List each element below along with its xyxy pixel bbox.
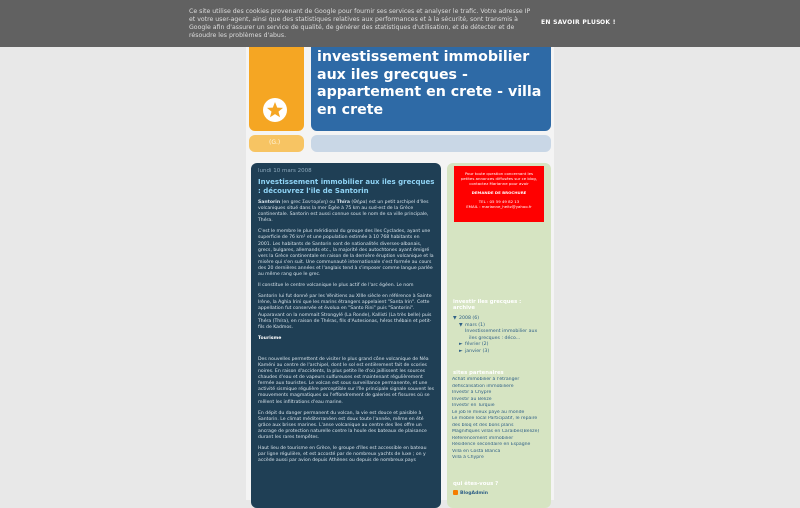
collapse-arrow-icon[interactable]: ▼	[453, 316, 457, 321]
post-text: (en grec Σαντορίνη) ou	[280, 200, 337, 205]
blogger-icon	[453, 490, 458, 495]
partner-link[interactable]: Le mobile local Participatif, le repaire	[452, 416, 538, 421]
partner-link[interactable]: Magnifiques villas en Caraïbes(Belize)	[452, 429, 540, 434]
contact-line: contactez Marianne pour avoir	[469, 181, 529, 186]
learn-more-button[interactable]: EN SAVOIR PLUS	[541, 19, 601, 26]
links-heading: sites partenaires	[453, 370, 504, 376]
contact-email[interactable]: EMAIL : marianne_heitz@yahoo.fr	[466, 204, 532, 209]
subbar-label: (G.)	[269, 139, 281, 146]
archive-item[interactable]: ► février (2)	[459, 342, 489, 347]
archive-item[interactable]: ▼ 2008 (6)	[453, 316, 480, 321]
post-bold: Santorin	[258, 200, 281, 205]
about-heading: qui êtes-vous ?	[453, 481, 499, 487]
contact-phone: TEL : 05 59 49 82 13	[478, 199, 520, 204]
post-paragraph: Santorin lui fut donné par les Vénitiens au XIIIe siècle en référence à Sainte Irène, la Aghia Irini que les marins étrangers appelaient "Santa Irin". Cette appellation fut conservée et évolua en "Santo Rini" puis "Santorini". Auparavant on la nommait Strongylé (La Ronde), Kallisti (La très belle) puis Théra (Thíra), en raison de Théras, fils d'Autesionas, héros thébain et petit-fils de Kadmos.	[258, 294, 432, 330]
post-column	[251, 163, 441, 508]
post-text: (Θήρα) est un petit archipel d'îles volcaniques situé dans la mer Égée à 75 km au sud-est de la Grèce continentale. Santorin est aussi connue sous le nom de sa ville principale, Théra.	[258, 200, 429, 224]
archive-post-link[interactable]: iles grecques : déco...	[469, 335, 521, 341]
post-paragraph: En dépit du danger permanent du volcan, la vie est douce et paisible à Santorin. Le climat méditerranéen est doux toute l'année, même en été grâce aux brises marines. L'anse volcanique au centre des îles offre un ancrage de protection naturelle contre la houle des bateaux de plaisance durant les rares tempêtes.	[258, 410, 427, 440]
ok-button[interactable]: OK !	[600, 19, 616, 26]
post-paragraph: Il constitue le centre volcanique le plus actif de l'arc égéen. Le nom	[258, 283, 414, 289]
post-subheading: Tourisme	[258, 335, 282, 341]
partner-links	[452, 377, 546, 462]
archive-list	[453, 316, 547, 355]
partner-link[interactable]: Achat immobilier à l'étranger	[452, 377, 520, 382]
contact-brochure-link[interactable]: DEMANDE DE BROCHURE	[471, 190, 527, 195]
header-subbar-left	[249, 135, 304, 152]
partner-link[interactable]: defiscalisation immobiliere	[452, 383, 514, 389]
partner-link[interactable]: Referencement immobilier	[452, 435, 514, 441]
post-paragraph	[258, 200, 434, 224]
partner-link[interactable]: Villa en Costa Blanca	[452, 448, 501, 454]
archive-item[interactable]: ▼ mars (1)	[459, 322, 485, 328]
blog-title[interactable]: investissement immobilier aux iles grecques - appartement en crete - villa en crete	[317, 49, 542, 118]
contact-line: Pour toute question concernant les	[464, 171, 534, 176]
expand-arrow-icon[interactable]: ►	[459, 348, 463, 354]
collapse-arrow-icon[interactable]: ▼	[459, 322, 463, 328]
header-title-block	[311, 35, 551, 131]
archive-post-link[interactable]: Investissement immobilier aux	[465, 329, 538, 334]
header-subbar	[311, 135, 551, 152]
archive-item[interactable]: ► janvier (3)	[459, 348, 490, 354]
post-paragraph: Haut lieu de tourisme en Grèce, le groupe d'îles est accessible en bateau par ligne régulière, et est accosté par de nombreux yachts de luxe ; on y accède aussi par avion depuis Athènes ou depuis de nombreux pays	[258, 446, 427, 464]
partner-link[interactable]: Investir en Turquie	[452, 403, 495, 408]
header-logo-block	[249, 35, 304, 131]
cookie-banner	[0, 0, 800, 47]
post-paragraph: Des nouvelles permettent de visiter le plus grand cône volcanique de Néa Kaméni au centre de l'archipel, dont le sol est entièrement fait de scories noires. En raison d'accidents, la plus petite île d'où jaillissent les sources chaudes d'eau et de vapeurs sulfureuses est maintenant régulièrement fermée aux touristes. Le volcan est sous surveillance permanente, et une activité sismique régulière perceptible sur l'île principale signale souvent les mouvements magmatiques ou l'effondrement de galeries et fissures où se mêlent les infiltrations d'eau marine.	[258, 356, 434, 405]
partner-link[interactable]: Le job le mieux payé au monde	[452, 409, 525, 415]
archive-heading: investir iles grecques : archive	[453, 299, 522, 311]
post-paragraph: C'est le membre le plus méridional du groupe des îles Cyclades, ayant une superficie de 76 km² et une population estimée à 10 768 habitants en 2001. Les habitants de Santorin sont de nationalités diverses-albanais, grecs, bulgares, allemands etc., la majorité des autochtones ayant émigré vers la Grèce continentale en raison de la dernière éruption volcanique et la misère qui s'en suit. Une communauté internationale s'est formée au cours des 20 dernières années et l'anglais tend à s'imposer comme langue parlée au même rang que le grec.	[258, 229, 434, 278]
partner-link[interactable]: Investir à Chypre	[452, 390, 492, 395]
contact-line: petites annonces diffusées sur ce blog,	[460, 176, 538, 181]
expand-arrow-icon[interactable]: ►	[459, 342, 463, 347]
partner-link[interactable]: des bloq et des bons plans	[452, 422, 514, 428]
blogger-profile-link[interactable]: BlogAdmin	[453, 490, 488, 496]
sidebar	[447, 163, 551, 508]
post-date: lundi 10 mars 2008	[258, 168, 312, 174]
post-body	[258, 200, 434, 469]
partner-link[interactable]: Villa à Chypre	[452, 455, 484, 460]
post-title[interactable]: Investissement immobilier aux iles grecques : découvrez l'ile de Santorin	[258, 178, 435, 195]
cookie-notice-text: Ce site utilise des cookies provenant de Google pour fournir ses services et analyser le trafic. Votre adresse IP et votre user-agent, ainsi que des statistiques relatives aux performances et à la sécurité, sont transmis à Google afin d'assurer un service de qualité, de générer des statistiques d'utilisation, et de détecter et de résoudre les problèmes d'abus.	[189, 8, 531, 39]
post-bold: Thíra	[336, 200, 350, 205]
partner-link[interactable]: Investir au Belize	[452, 396, 492, 402]
contact-box	[454, 166, 544, 222]
partner-link[interactable]: Résidence secondaire en Espagne	[452, 442, 531, 447]
star-icon	[263, 98, 287, 122]
